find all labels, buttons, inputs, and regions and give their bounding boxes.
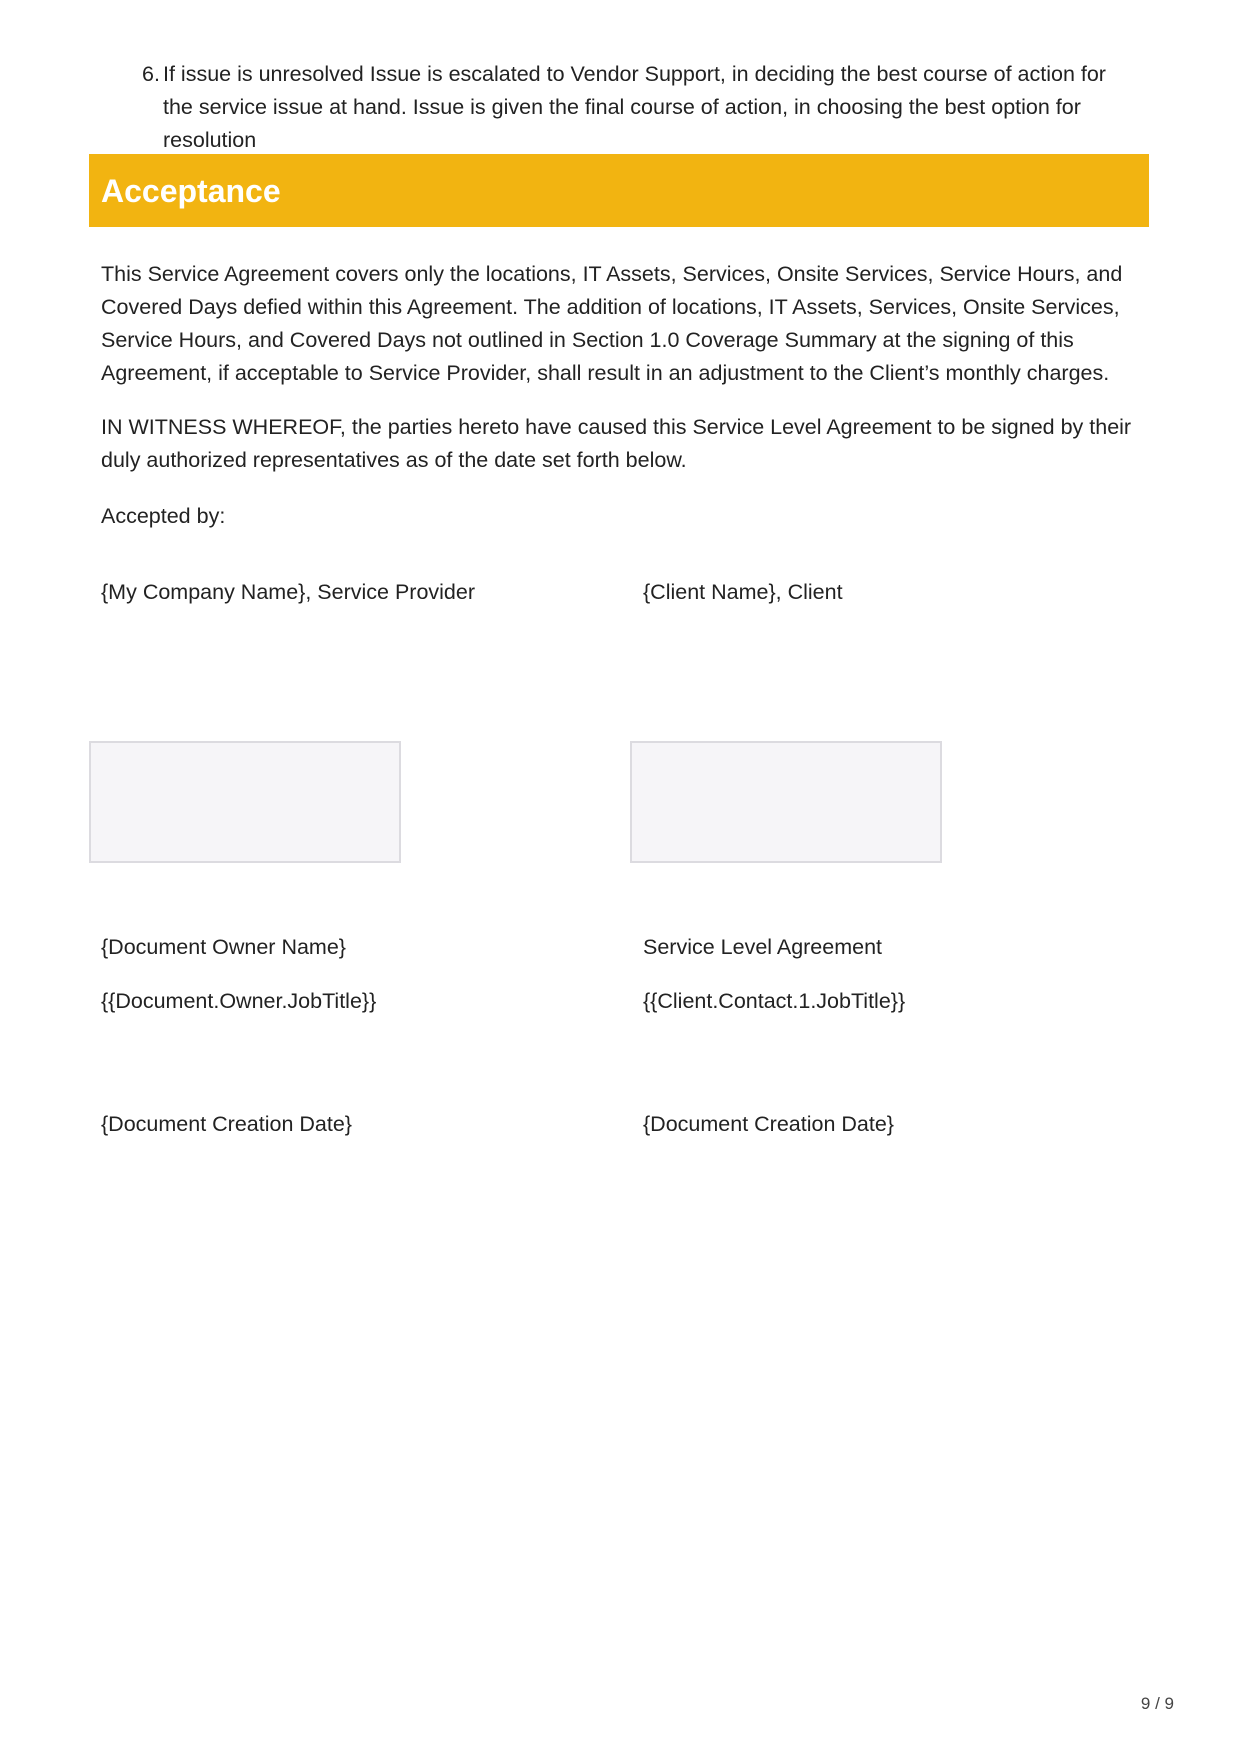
list-item xyxy=(142,58,1122,157)
provider-signature-box[interactable] xyxy=(89,741,401,863)
list-item-number: 6. xyxy=(142,62,160,86)
acceptance-section-header xyxy=(89,154,1149,227)
provider-heading: {My Company Name}, Service Provider xyxy=(101,580,476,604)
provider-job-title: {{Document.Owner.JobTitle}} xyxy=(101,989,377,1013)
client-heading: {Client Name}, Client xyxy=(643,580,843,604)
provider-owner-name: {Document Owner Name} xyxy=(101,935,346,959)
client-date: {Document Creation Date} xyxy=(643,1112,894,1136)
witness-paragraph: IN WITNESS WHEREOF, the parties hereto have caused this Service Level Agreement to be signed by their duly authorized representatives as of the date set forth below. xyxy=(101,415,1132,472)
client-signature-box[interactable] xyxy=(630,741,942,863)
section-title: Acceptance xyxy=(101,173,281,209)
list-item-text: If issue is unresolved Issue is escalated to Vendor Support, in deciding the best course of action for the service issue at hand. Issue is given the final course of action, in choosing the best option for resolution xyxy=(163,62,1106,152)
accepted-by-label: Accepted by: xyxy=(101,504,226,528)
client-job-title: {{Client.Contact.1.JobTitle}} xyxy=(643,989,906,1013)
coverage-paragraph: This Service Agreement covers only the locations, IT Assets, Services, Onsite Services, Service Hours, and Covered Days defied within this Agreement. The addition of locations, IT Assets, Services, Onsite Services, Service Hours, and Covered Days not outlined in Section 1.0 Coverage Summary at the signing of this Agreement, if acceptable to Service Provider, shall result in an adjustment to the Client’s monthly charges. xyxy=(101,262,1123,385)
client-contact-name: Service Level Agreement xyxy=(643,935,883,959)
page-number: 9 / 9 xyxy=(1140,1694,1174,1713)
provider-date: {Document Creation Date} xyxy=(101,1112,352,1136)
